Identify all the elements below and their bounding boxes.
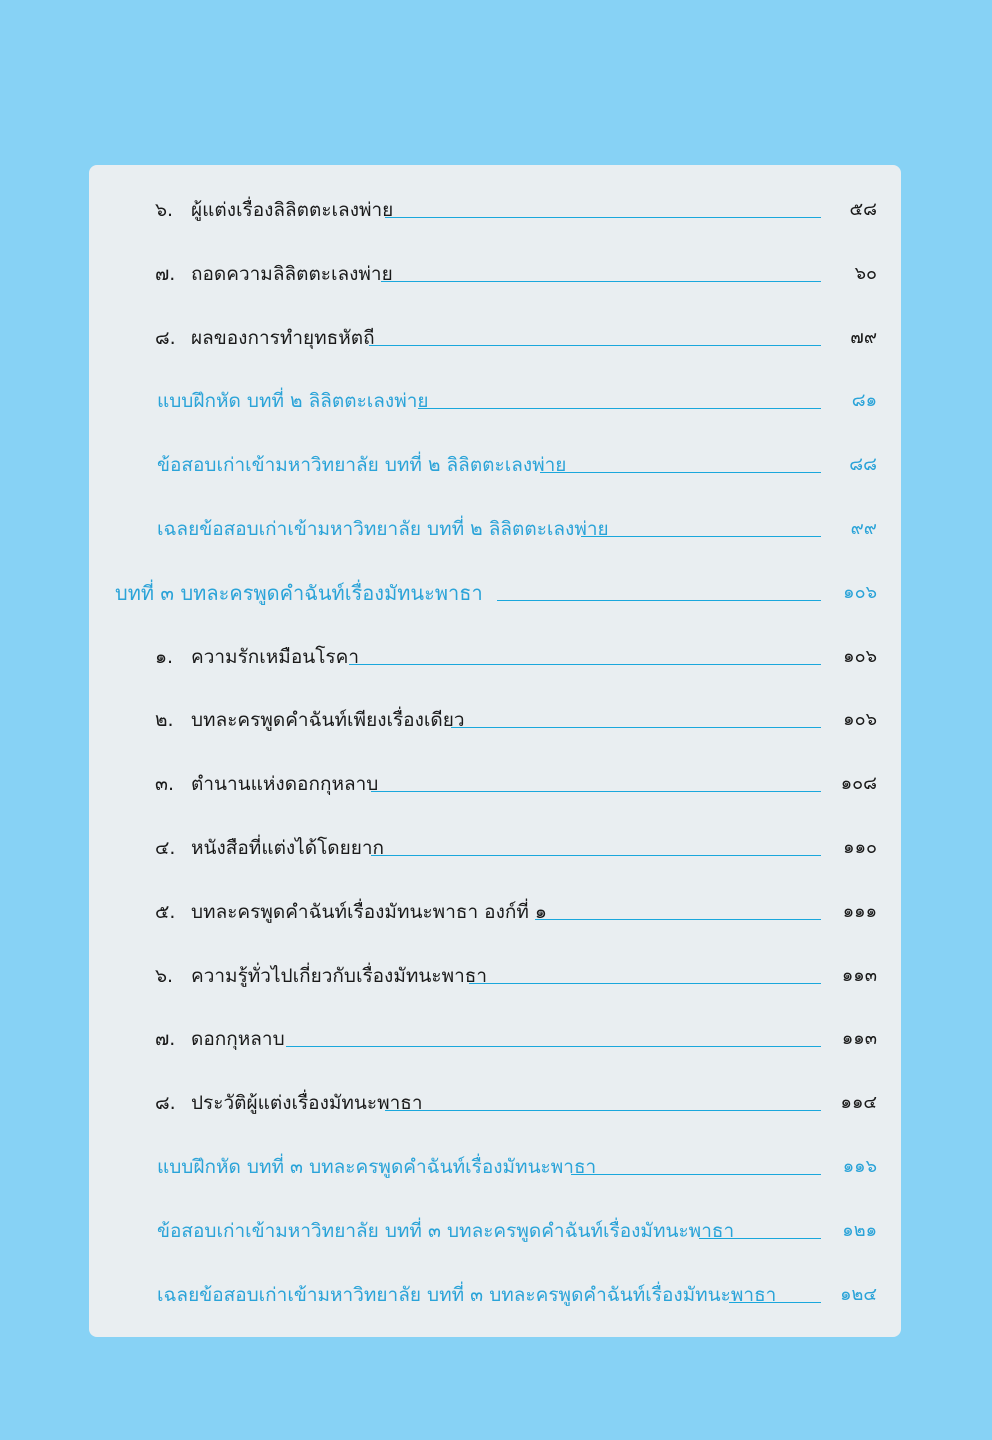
- toc-page-number: ๘๑: [851, 390, 877, 412]
- toc-entry-number: ๕.: [155, 900, 176, 923]
- toc-page-number: ๑๐๖: [843, 709, 877, 731]
- toc-entry[interactable]: [89, 381, 901, 421]
- toc-page-number: ๑๑๓: [841, 1028, 877, 1050]
- toc-entry[interactable]: [89, 190, 901, 230]
- toc-entry-title: ตำนานแห่งดอกกุหลาบ: [191, 773, 379, 796]
- toc-entry-title: ความรักเหมือนโรคา: [191, 645, 360, 668]
- toc-page-number: ๑๑๔: [840, 1092, 877, 1114]
- toc-entry-title: แบบฝึกหัด บทที่ ๒ ลิลิตตะเลงพ่าย: [157, 390, 429, 413]
- toc-entry[interactable]: [89, 637, 901, 677]
- toc-entry-number: ๑.: [155, 645, 174, 668]
- toc-panel: [89, 165, 901, 1337]
- toc-page-number: ๑๑๐: [843, 837, 877, 858]
- toc-leader-line: [371, 791, 821, 792]
- toc-entry-title: ข้อสอบเก่าเข้ามหาวิทยาลัย บทที่ ๒ ลิลิตตะเลงพ่าย: [157, 454, 567, 477]
- toc-leader-line: [371, 855, 821, 856]
- toc-entry-title: ความรู้ทั่วไปเกี่ยวกับเรื่องมัทนะพาธา: [191, 964, 488, 987]
- toc-page-number: ๑๐๖: [843, 645, 877, 667]
- toc-page-number: ๑๒๔: [840, 1283, 877, 1305]
- toc-entry-title: แบบฝึกหัด บทที่ ๓ บทละครพูดคำฉันท์เรื่องมัทนะพาธา: [157, 1156, 597, 1178]
- toc-leader-line: [729, 1302, 821, 1303]
- toc-leader-line: [369, 345, 821, 346]
- toc-entry-number: ๖.: [155, 199, 174, 221]
- toc-entry[interactable]: [89, 1275, 901, 1315]
- toc-leader-line: [540, 472, 821, 473]
- toc-entry[interactable]: [89, 1147, 901, 1187]
- toc-entry-title: ถอดความลิลิตตะเลงพ่าย: [191, 262, 393, 285]
- toc-entry-number: ๓.: [155, 773, 175, 796]
- toc-entry[interactable]: [89, 892, 901, 932]
- toc-entry-title: ประวัติผู้แต่งเรื่องมัทนะพาธา: [191, 1092, 423, 1115]
- toc-entry-title: ดอกกุหลาบ: [191, 1028, 285, 1051]
- toc-leader-line: [535, 919, 821, 920]
- toc-page-number: ๖๐: [854, 262, 877, 284]
- toc-leader-line: [581, 536, 821, 537]
- toc-entry-title: หนังสือที่แต่งได้โดยยาก: [191, 837, 385, 859]
- toc-entry[interactable]: [89, 1083, 901, 1123]
- toc-page-number: ๑๑๖: [842, 1156, 877, 1177]
- toc-entry-title: เฉลยข้อสอบเก่าเข้ามหาวิทยาลัย บทที่ ๒ ลิลิตตะเลงพ่าย: [157, 518, 609, 540]
- toc-entry-title: บทละครพูดคำฉันท์เรื่องมัทนะพาธา องก์ที่ ๑: [191, 900, 547, 923]
- toc-entry-number: ๗.: [155, 1028, 176, 1051]
- toc-entry[interactable]: [89, 1211, 901, 1251]
- toc-entry[interactable]: [89, 700, 901, 740]
- toc-leader-line: [571, 1174, 821, 1175]
- toc-leader-line: [385, 1110, 821, 1111]
- toc-page-number: ๑๐๘: [840, 773, 877, 795]
- toc-page-number: ๑๐๖: [843, 581, 877, 603]
- toc-leader-line: [286, 1046, 821, 1047]
- toc-entry[interactable]: [89, 1019, 901, 1059]
- toc-entry-title: บทที่ ๓ บทละครพูดคำฉันท์เรื่องมัทนะพาธา: [115, 580, 483, 605]
- toc-entry-number: ๖.: [155, 964, 174, 987]
- toc-page-number: ๙๙: [850, 518, 877, 539]
- toc-entry[interactable]: [89, 828, 901, 868]
- toc-leader-line: [497, 600, 821, 601]
- toc-entry-number: ๔.: [155, 837, 176, 859]
- toc-leader-line: [418, 408, 821, 409]
- toc-entry-number: ๘.: [155, 326, 176, 349]
- toc-entry-title: ผลของการทำยุทธหัตถี: [191, 326, 375, 349]
- toc-entry[interactable]: [89, 318, 901, 358]
- toc-page-number: ๑๒๑: [842, 1219, 877, 1241]
- toc-entry[interactable]: [89, 956, 901, 996]
- toc-leader-line: [349, 664, 821, 665]
- toc-entry-title: บทละครพูดคำฉันท์เพียงเรื่องเดียว: [191, 709, 465, 732]
- toc-leader-line: [385, 217, 821, 218]
- toc-entry-title: ผู้แต่งเรื่องลิลิตตะเลงพ่าย: [191, 199, 394, 221]
- toc-entry-title: เฉลยข้อสอบเก่าเข้ามหาวิทยาลัย บทที่ ๓ บทละครพูดคำฉันท์เรื่องมัทนะพาธา: [157, 1283, 777, 1306]
- toc-leader-line: [699, 1238, 821, 1239]
- toc-chapter-heading[interactable]: [89, 573, 901, 613]
- toc-page-number: ๘๘: [849, 454, 877, 476]
- toc-entry-title: ข้อสอบเก่าเข้ามหาวิทยาลัย บทที่ ๓ บทละครพูดคำฉันท์เรื่องมัทนะพาธา: [157, 1219, 735, 1242]
- toc-page-number: ๗๙: [850, 326, 877, 348]
- toc-leader-line: [469, 983, 821, 984]
- toc-entry-number: ๗.: [155, 262, 176, 285]
- toc-entry[interactable]: [89, 254, 901, 294]
- toc-page-number: ๕๘: [849, 199, 877, 220]
- toc-entry-number: ๒.: [155, 709, 174, 732]
- toc-entry-number: ๘.: [155, 1092, 176, 1115]
- toc-leader-line: [381, 281, 821, 282]
- toc-leader-line: [451, 727, 821, 728]
- toc-page-number: ๑๑๑: [842, 900, 877, 922]
- toc-entry[interactable]: [89, 509, 901, 549]
- toc-entry[interactable]: [89, 445, 901, 485]
- toc-page-number: ๑๑๓: [841, 964, 877, 986]
- toc-entry[interactable]: [89, 764, 901, 804]
